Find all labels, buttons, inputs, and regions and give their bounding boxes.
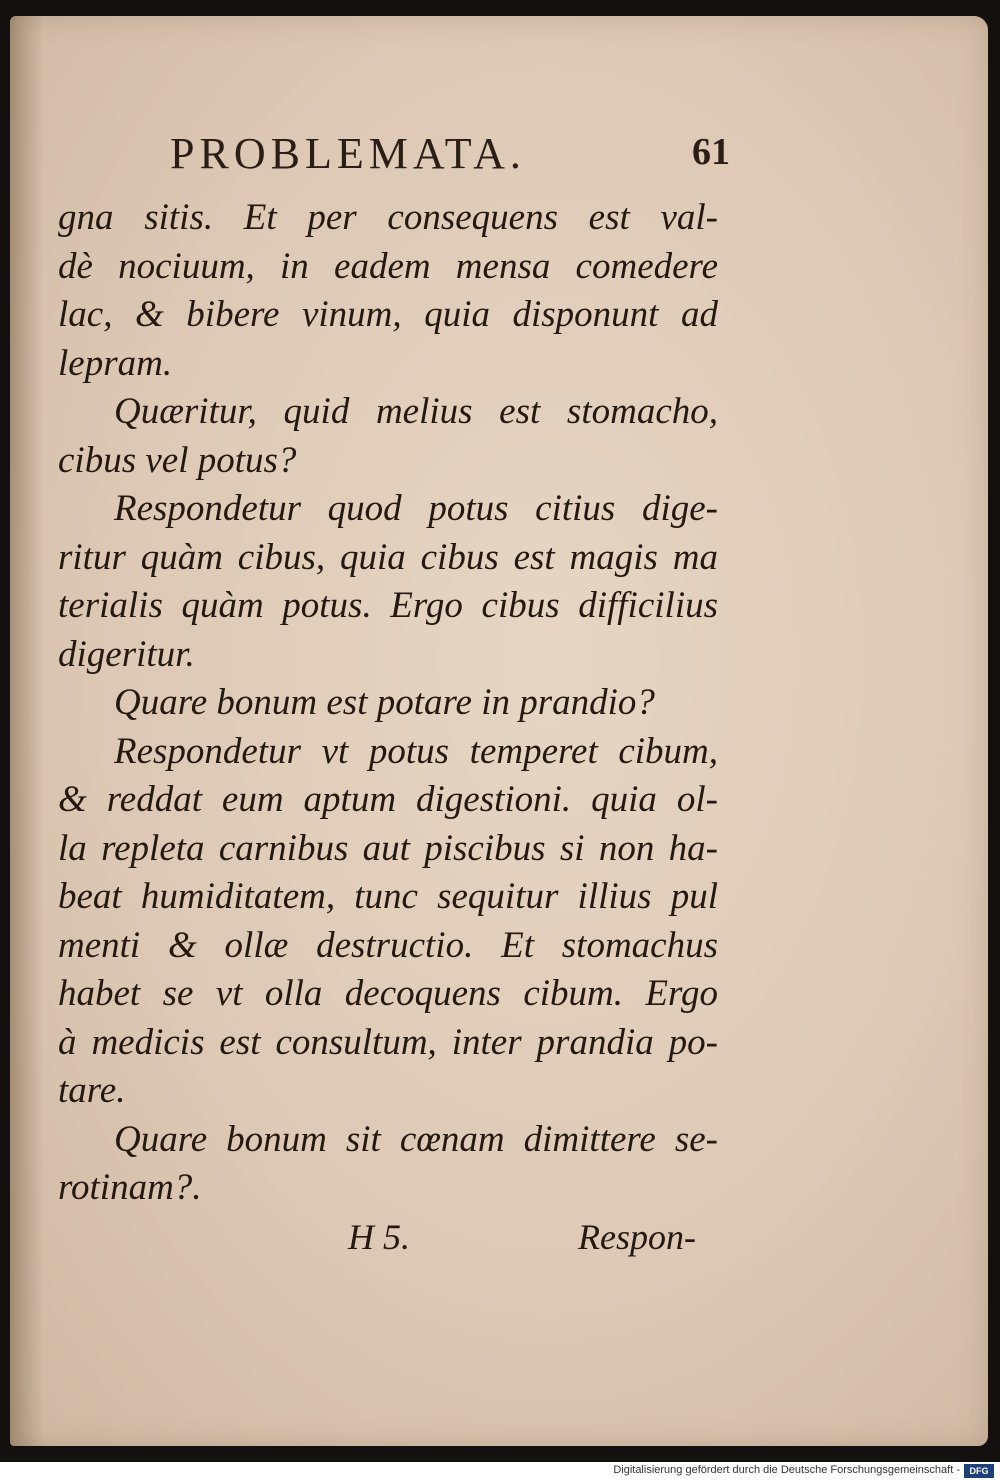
catchword: Respon- bbox=[578, 1217, 696, 1257]
text-line: dè nociuum, in eadem mensa comedere bbox=[58, 245, 718, 287]
credit-bar bbox=[0, 1462, 1000, 1481]
text-line: tare. bbox=[58, 1070, 126, 1111]
text-line: & reddat eum aptum digestioni. quia ol- bbox=[58, 779, 718, 820]
text-line: cibus vel potus? bbox=[58, 439, 297, 481]
answer-line: Respondetur vt potus temperet cibum, bbox=[114, 730, 718, 772]
text-line: beat humiditatem, tunc sequitur illius pul bbox=[58, 876, 718, 917]
credit-text: Digitalisierung gefördert durch die Deutsche Forschungsgemeinschaft - bbox=[613, 1464, 960, 1476]
question-line: Quare bonum sit cœnam dimittere se- bbox=[114, 1118, 718, 1160]
dfg-logo: DFG bbox=[964, 1464, 994, 1478]
book-page bbox=[10, 16, 988, 1446]
question-line: Quare bonum est potare in prandio? bbox=[114, 682, 655, 723]
text-line: ritur quàm cibus, quia cibus est magis ma bbox=[58, 536, 718, 578]
page-header bbox=[170, 128, 730, 188]
body-text bbox=[58, 194, 718, 1213]
text-line: lac, & bibere vinum, quia disponunt ad bbox=[58, 294, 718, 335]
answer-line: Respondetur quod potus citius dige- bbox=[114, 488, 718, 529]
text-line: lepram. bbox=[58, 342, 173, 384]
text-line: menti & ollæ destructio. Et stomachus bbox=[58, 924, 718, 966]
text-line: terialis quàm potus. Ergo cibus difficilius bbox=[58, 585, 718, 626]
running-title: PROBLEMATA. bbox=[170, 129, 526, 178]
signature-mark: H 5. bbox=[348, 1217, 410, 1257]
text-line: à medicis est consultum, inter prandia po- bbox=[58, 1021, 718, 1063]
text-line: digeritur. bbox=[58, 633, 195, 675]
page-footer bbox=[10, 1216, 988, 1266]
page-number: 61 bbox=[692, 131, 730, 173]
text-line: habet se vt olla decoquens cibum. Ergo bbox=[58, 973, 718, 1014]
text-line: la repleta carnibus aut piscibus si non ha- bbox=[58, 827, 718, 869]
text-line: gna sitis. Et per consequens est val- bbox=[58, 197, 718, 238]
question-line: Quæritur, quid melius est stomacho, bbox=[114, 391, 718, 432]
text-line: rotinam?. bbox=[58, 1167, 202, 1208]
